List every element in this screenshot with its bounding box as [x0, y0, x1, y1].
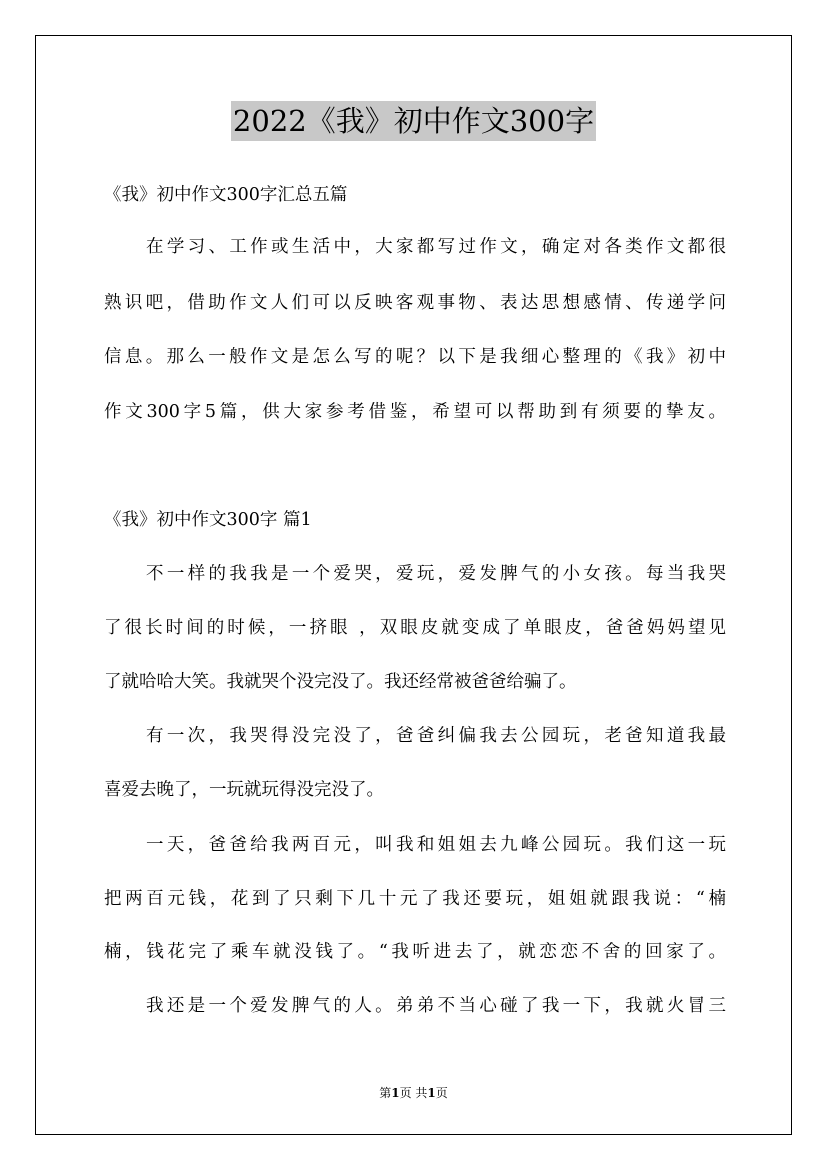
- intro-line-2: 熟识吧，借助作文人们可以反映客观事物、表达思想感情、传递学问: [104, 293, 726, 313]
- footer-page-total: 1: [427, 1086, 436, 1100]
- body-line-7: 把两百元钱，花到了只剩下几十元了我还要玩，姐姐就跟我说：“楠: [104, 889, 726, 909]
- document-title: 2022《我》初中作文300字: [231, 101, 596, 141]
- page-footer: [0, 1085, 827, 1101]
- intro-line-1: 在学习、工作或生活中，大家都写过作文，确定对各类作文都很: [146, 237, 726, 257]
- footer-suffix: 页: [435, 1086, 448, 1100]
- footer-middle: 页 共: [399, 1086, 428, 1100]
- body-line-2: 了很长时间的时候，一挤眼 ，双眼皮就变成了单眼皮，爸爸妈妈望见: [104, 618, 726, 638]
- body-line-5: 喜爱去晚了，一玩就玩得没完没了。: [104, 780, 384, 800]
- title-container: [0, 101, 827, 141]
- body-line-3: 了就哈哈大笑。我就哭个没完没了。我还经常被爸爸给骗了。: [104, 672, 577, 692]
- footer-prefix: 第: [379, 1086, 392, 1100]
- body-line-1: 不一样的我我是一个爱哭，爱玩，爱发脾气的小女孩。每当我哭: [146, 564, 726, 584]
- intro-line-4: 作文300字5篇，供大家参考借鉴，希望可以帮助到有须要的挚友。: [104, 402, 726, 422]
- body-line-9: 我还是一个爱发脾气的人。弟弟不当心碰了我一下，我就火冒三: [146, 996, 726, 1016]
- body-line-4: 有一次，我哭得没完没了，爸爸纠偏我去公园玩，老爸知道我最: [146, 726, 726, 746]
- footer-page-number: 1: [391, 1086, 400, 1100]
- intro-line-3: 信息。那么一般作文是怎么写的呢？以下是我细心整理的《我》初中: [104, 347, 726, 367]
- section-heading-1: 《我》初中作文300字 篇1: [104, 510, 312, 530]
- summary-heading: 《我》初中作文300字汇总五篇: [104, 185, 348, 205]
- body-line-8: 楠，钱花完了乘车就没钱了。“我听进去了，就恋恋不舍的回家了。: [104, 942, 726, 962]
- body-line-6: 一天，爸爸给我两百元，叫我和姐姐去九峰公园玩。我们这一玩: [146, 835, 726, 855]
